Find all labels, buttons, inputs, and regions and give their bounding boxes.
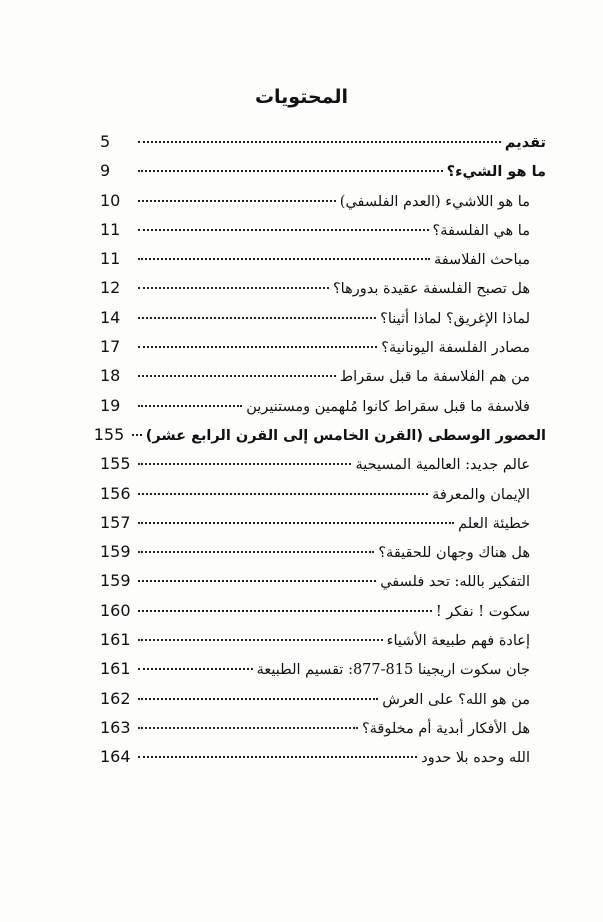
toc-entry <box>100 220 546 249</box>
toc-entry-page-number: 164 <box>100 747 131 767</box>
dot-leader <box>138 375 336 377</box>
dot-leader <box>138 170 443 172</box>
toc-entry-title: العصور الوسطى (القرن الخامس إلى القرن الرابع عشر) <box>145 427 546 444</box>
dot-leader <box>138 405 242 407</box>
toc-entry-page-number: 162 <box>100 688 131 708</box>
page-title: المحتويات <box>254 86 349 108</box>
toc-entry-page-number: 11 <box>100 249 121 269</box>
toc-entry-page-number: 155 <box>93 424 125 444</box>
toc-entry-title: ما هو الشيء؟ <box>446 164 546 181</box>
toc-entry-title: التفكير بالله: تحد فلسفي <box>380 574 530 591</box>
toc-entry <box>100 161 546 190</box>
toc-entry-page-number: 157 <box>100 512 131 532</box>
dot-leader <box>138 522 454 524</box>
toc-entry-title: مباحث الفلاسفة <box>433 252 530 269</box>
dot-leader <box>138 639 383 641</box>
dot-leader <box>138 229 429 231</box>
toc-entry <box>100 571 546 600</box>
toc-entry-title: عالم جديد: العالمية المسيحية <box>355 457 530 474</box>
toc-entry-page-number: 5 <box>100 132 111 151</box>
toc-entry <box>100 278 546 307</box>
toc-entry-title: الإيمان والمعرفة <box>432 486 530 503</box>
toc-entry-title: ما هي الفلسفة؟ <box>432 222 530 239</box>
toc-entry <box>100 630 546 659</box>
toc-entry <box>100 454 546 483</box>
toc-entry <box>100 747 546 776</box>
toc-entry <box>100 396 546 425</box>
toc-entry <box>100 513 546 542</box>
toc-entry-page-number: 9 <box>100 161 111 181</box>
dot-leader <box>132 434 142 436</box>
toc-entry-page-number: 159 <box>100 542 131 562</box>
toc-entry <box>100 659 546 688</box>
toc-entry <box>100 191 546 220</box>
toc-entry-title: مصادر الفلسفة اليونانية؟ <box>381 340 530 357</box>
toc-entry <box>100 366 546 395</box>
toc-entry-page-number: 19 <box>100 395 121 415</box>
toc-entry <box>100 601 546 630</box>
toc-entry-title: تقديم <box>504 135 546 151</box>
toc-entry-page-number: 160 <box>100 600 131 620</box>
toc-entry-title: فلاسفة ما قبل سقراط كانوا مُلهمين ومستنيرين <box>246 398 530 415</box>
toc-entry-title: خطيئة العلم <box>458 515 530 532</box>
toc-entry-title: هل الأفكار أبدية أم مخلوقة؟ <box>361 720 530 737</box>
toc-entry <box>100 542 546 571</box>
toc-entry-title: لماذا الإغريق؟ لماذا أثينا؟ <box>380 310 530 327</box>
toc-entry <box>100 484 546 513</box>
toc-entry <box>100 249 546 278</box>
toc-entry-title: هل هناك وجهان للحقيقة؟ <box>378 545 530 562</box>
dot-leader <box>138 727 358 729</box>
toc-entry <box>100 689 546 718</box>
toc-entry-page-number: 159 <box>100 571 131 591</box>
toc-entry-title: إعادة فهم طبيعة الأشياء <box>386 633 530 650</box>
dot-leader <box>138 668 253 670</box>
dot-leader <box>138 698 378 700</box>
dot-leader <box>138 287 329 289</box>
dot-leader <box>138 346 377 348</box>
toc-entry <box>100 132 546 161</box>
dot-leader <box>138 141 501 143</box>
toc-entry-title: جان سكوت اريجينا 815-877: تقسيم الطبيعة <box>256 662 530 679</box>
toc-entry-page-number: 10 <box>100 190 121 210</box>
dot-leader <box>138 200 336 202</box>
dot-leader <box>138 610 432 612</box>
table-of-contents <box>93 132 546 777</box>
toc-entry-title: الله وحده بلا حدود <box>421 750 530 767</box>
toc-entry-page-number: 17 <box>100 337 121 357</box>
toc-entry-page-number: 163 <box>100 717 131 737</box>
dot-leader <box>138 258 430 260</box>
toc-entry <box>100 337 546 366</box>
dot-leader <box>138 580 376 582</box>
toc-entry-page-number: 161 <box>100 630 131 650</box>
toc-entry-title: من هم الفلاسفة ما قبل سقراط <box>339 369 530 386</box>
dot-leader <box>138 317 376 319</box>
toc-entry-page-number: 14 <box>100 307 121 327</box>
toc-entry-page-number: 11 <box>100 219 121 239</box>
toc-entry <box>100 308 546 337</box>
toc-entry-page-number: 161 <box>100 659 131 679</box>
toc-entry-title: من هو الله؟ على العرش <box>382 691 530 708</box>
toc-entry <box>100 718 546 747</box>
toc-entry-page-number: 156 <box>100 483 131 503</box>
toc-entry-title: ما هو اللاشيء (العدم الفلسفي) <box>339 193 530 210</box>
toc-entry <box>93 424 546 454</box>
dot-leader <box>138 756 417 758</box>
toc-entry-page-number: 12 <box>100 278 121 298</box>
toc-entry-title: هل تصبح الفلسفة عقيدة بدورها؟ <box>332 281 530 298</box>
toc-entry-title: سكوت ! نفكر ! <box>435 603 530 620</box>
toc-entry-page-number: 155 <box>100 454 131 474</box>
dot-leader <box>138 463 351 465</box>
toc-entry-page-number: 18 <box>100 366 121 386</box>
dot-leader <box>138 551 374 553</box>
dot-leader <box>138 493 428 495</box>
